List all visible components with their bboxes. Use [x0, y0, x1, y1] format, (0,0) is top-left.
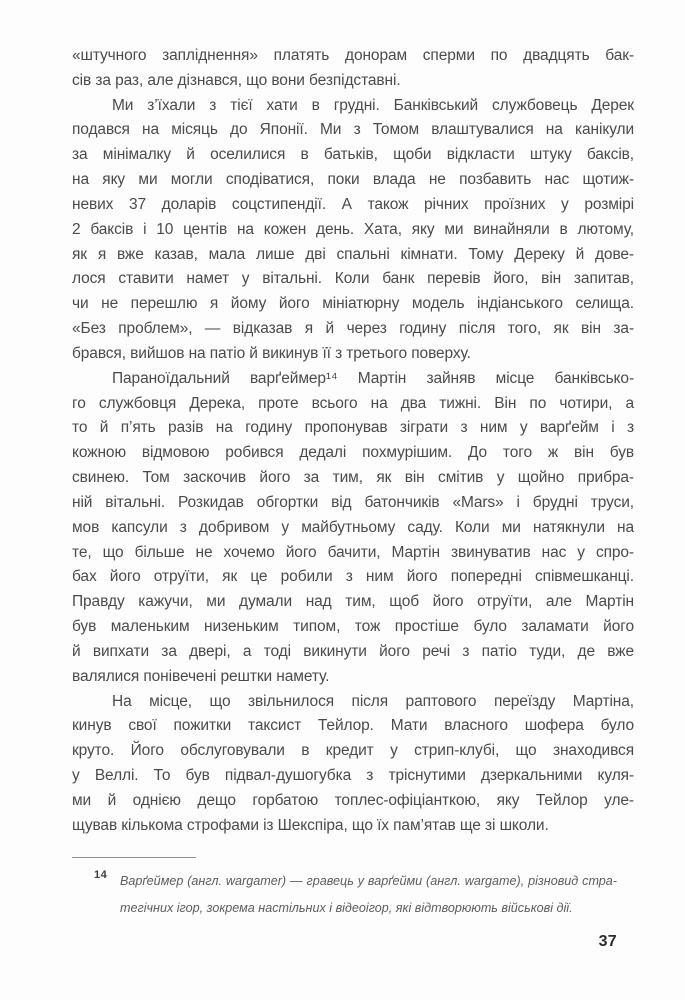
text-line: Правду кажучи, ми думали над тим, щоб його отруїти, але Мартін: [72, 593, 634, 611]
text-line: го службовця Дерека, проте всього на два тижні. Він по чотири, а: [72, 394, 634, 412]
text-line: сів за раз, але дізнався, що вони безпідставні.: [72, 71, 401, 89]
text-line: Параноїдальний варґеймер¹⁴ Мартін зайняв місце банківсько-: [112, 369, 634, 387]
text-line: кинув свої пожитки таксист Тейлор. Мати власного шофера було: [72, 717, 634, 735]
text-line: свинею. Том заскочив його за тим, як він смітив у щойно прибра-: [72, 469, 634, 487]
text-line: щував кількома строфами із Шекспіра, що їх пам’ятав ще зі школи.: [72, 816, 549, 834]
footnote-line: тегічних ігор, зокрема настільних і відеоігор, які відтворюють військові дії.: [120, 900, 573, 915]
footnote: [72, 868, 618, 921]
page-number: 37: [598, 933, 617, 950]
text-line: «Без проблем», — відказав я й через годину після того, як він за-: [72, 320, 634, 338]
text-line: подався на місяць до Японії. Ми з Томом влаштувалися на канікули: [72, 121, 634, 139]
text-line: мов капсули з добривом у майбутньому саду. Коли ми натякнули на: [72, 518, 634, 536]
text-line: то й п’ять разів на годину пропонував зіграти з ним у варґейм і з: [72, 419, 634, 437]
text-line: лося ставити намет у вітальні. Коли банк перевів його, він запитав,: [72, 270, 634, 288]
footnote-marker: 14: [94, 869, 108, 881]
text-line: як я вже казав, мала лише дві спальні кімнати. Тому Дереку й дове-: [72, 245, 634, 263]
text-line: за мінімалку й оселилися в батьків, щоби відкласти штуку баксів,: [72, 146, 634, 164]
text-line: й випхати за двері, а тоді викинути його речі з патіо туди, де вже: [72, 642, 634, 660]
text-line: круто. Його обслуговували в кредит у стрип-клубі, що знаходився: [72, 742, 634, 760]
text-line: ній вітальні. Розкидав обгортки від батончиків «Mars» і брудні труси,: [72, 493, 634, 511]
text-line: кожною відмовою робився дедалі похмурішим. До того ж він був: [72, 444, 634, 462]
text-line: «штучного запліднення» платять донорам сперми по двадцять бак-: [72, 47, 634, 64]
footnote-text: [120, 868, 617, 921]
text-line: ми й однією дещо горбатою топлес-офіціанткою, яку Тейлор уле-: [72, 791, 634, 809]
text-line: був маленьким низеньким типом, тож простіше було заламати його: [72, 618, 634, 636]
text-line: невих 37 доларів соцстипендії. А також річних проїзних у розмірі: [72, 195, 634, 213]
text-line: на яку ми могли сподіватися, поки влада не позбавить нас щотиж-: [72, 171, 634, 189]
text-line: На місце, що звільнилося після раптового переїзду Мартіна,: [112, 692, 634, 710]
text-line: чи не перешлю я йому його мініатюрну модель індіанського селища.: [72, 295, 634, 313]
text-line: брався, вийшов на патіо й викинув її з третього поверху.: [72, 344, 471, 362]
text-line: 2 баксів і 10 центів на кожен день. Хата, яку ми винайняли в лютому,: [72, 220, 634, 238]
text-line: те, що більше не хочемо його бачити, Мартін звинуватив нас у спро-: [72, 543, 634, 561]
text-line: у Веллі. То був підвал-душогубка з тріснутими дзеркальними куля-: [72, 767, 634, 785]
footnote-divider: [72, 857, 196, 858]
body-text: [72, 44, 634, 839]
footnote-line: Варґеймер (англ. wargamer) — гравець у варґейми (англ. wargame), різновид стра-: [120, 874, 617, 888]
text-line: Ми з’їхали з тієї хати в грудні. Банківський службовець Дерек: [112, 96, 634, 114]
text-line: бах його отруїти, як це робили з ним його попередні співмешканці.: [72, 568, 634, 586]
text-line: валялися понівечені рештки намету.: [72, 667, 330, 685]
